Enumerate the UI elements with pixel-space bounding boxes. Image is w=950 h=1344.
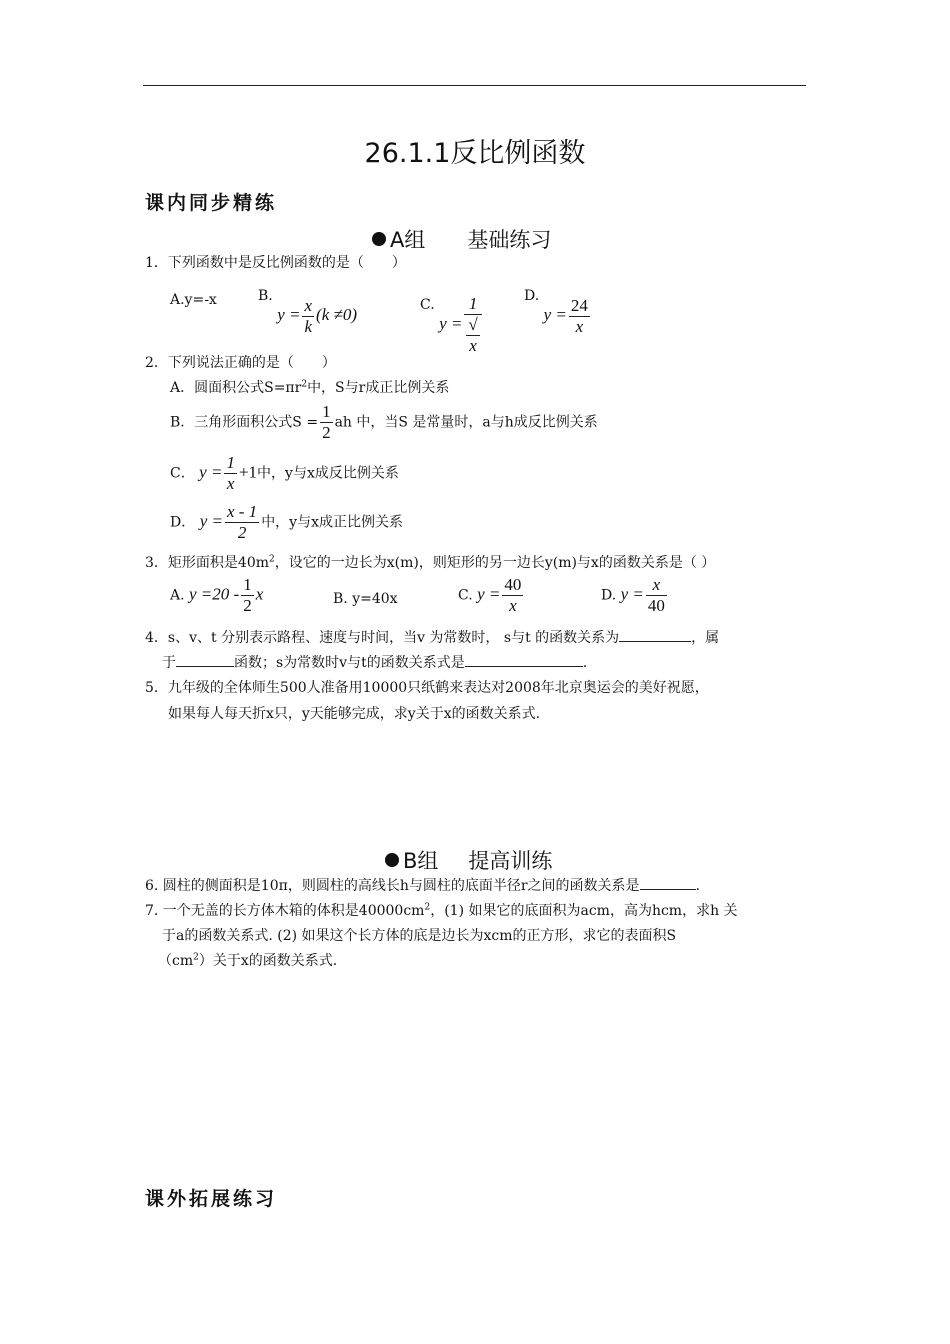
- answer-blank[interactable]: [176, 666, 234, 667]
- answer-blank[interactable]: [640, 889, 696, 890]
- question-1-option-d: D. y = $\frac{24}{x}$: [524, 288, 588, 336]
- question-1-option-a: A.y=-x: [170, 292, 217, 308]
- header-rule: [143, 85, 806, 86]
- question-2-stem: 2．下列说法正确的是（ ）: [145, 355, 336, 371]
- question-4-line-2: 于 函数；s为常数时v与t的函数关系式是 .: [162, 655, 588, 671]
- question-3-stem: 3．矩形面积是$40m^2$，设它的一边长为x(m)，则矩形的另一边长y(m)与x的函数关系是（ ）: [145, 554, 716, 571]
- question-7-line-1: 7. 一个无盖的长方体木箱的体积是$40000cm^2$，(1) 如果它的底面积为acm，高为hcm，求h 关: [145, 902, 738, 919]
- question-3-option-b: B. y=40x: [333, 591, 398, 607]
- group-b-name: 提高训练: [468, 849, 553, 873]
- question-2-option-a: A．圆面积公式$S=\pi r^2$中，S与r成正比例关系: [170, 379, 450, 396]
- question-7-line-2: 于a的函数关系式. (2) 如果这个长方体的底是边长为xcm的正方形，求它的表面积S: [162, 928, 677, 944]
- page-title: 26.1.1反比例函数: [364, 138, 586, 169]
- question-3-option-a: A. y =20 - $\frac{1}{2}$ x: [170, 575, 264, 615]
- question-6: 6. 圆柱的侧面积是10π，则圆柱的高线长h与圆柱的底面半径r之间的函数关系是 .: [145, 878, 700, 894]
- bullet-dot-icon: [385, 853, 399, 867]
- group-a-name: 基础练习: [467, 228, 552, 252]
- question-2-option-d: D． y = $\frac{x - 1}{2}$ 中，y与x成正比例关系: [170, 502, 403, 542]
- question-2-option-c: C． y = $\frac{1}{x}$ +1中，y与x成反比例关系: [170, 453, 399, 493]
- question-3-option-d: D. y = $\frac{x}{40}$: [601, 575, 665, 615]
- section-heading-in-class: 课内同步精练: [145, 192, 278, 214]
- question-7-line-3: $(cm^2)$关于x的函数关系式.: [158, 952, 338, 969]
- section-heading-extra: 课外拓展练习: [145, 1188, 278, 1210]
- question-1-stem: 1．下列函数中是反比例函数的是（ ）: [145, 255, 406, 271]
- question-2-option-b: B．三角形面积公式S = $\frac{1}{2}$ ah 中，当S 是常量时，a与h成反比例关系: [170, 402, 598, 442]
- question-5-line-1: 5．九年级的全体师生500人准备用10000只纸鹤来表达对2008年北京奥运会的美好祝愿，: [145, 680, 709, 696]
- question-1-option-c: C. y = 1 √ x: [420, 288, 484, 350]
- group-b-heading: [385, 845, 552, 875]
- question-4-line-1: 4．s、v、t 分别表示路程、速度与时间，当v 为常数时， s与t 的函数关系为 ，属: [145, 630, 720, 646]
- bullet-dot-icon: [372, 232, 386, 246]
- question-3-option-c: C. y = $\frac{40}{x}$: [458, 575, 522, 615]
- answer-blank[interactable]: [465, 666, 583, 667]
- group-a-label: A组: [390, 228, 426, 252]
- group-b-label: B组: [403, 849, 439, 873]
- question-5-line-2: 如果每人每天折x只，y天能够完成，求y关于x的函数关系式.: [168, 706, 541, 722]
- question-1-option-b: B. y = $\frac{x}{k}$ (k ≠0): [258, 288, 357, 336]
- group-a-heading: [372, 224, 551, 254]
- answer-blank[interactable]: [619, 641, 691, 642]
- sqrt-icon: √: [468, 315, 478, 334]
